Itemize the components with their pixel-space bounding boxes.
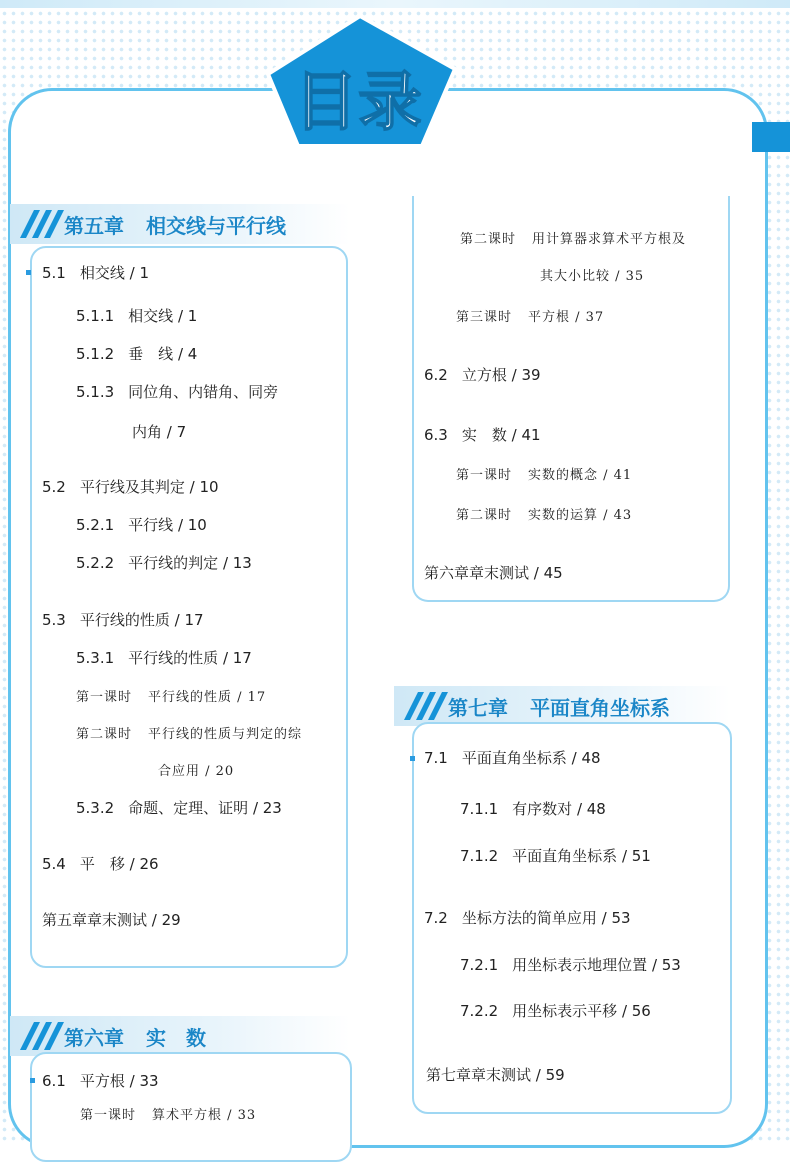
toc-entry-continued[interactable]: 内角 / 7 xyxy=(132,423,187,441)
title-badge xyxy=(250,14,470,154)
chapter5-bullet xyxy=(26,270,31,275)
toc-lesson[interactable]: 第二课时 用计算器求算术平方根及 xyxy=(460,232,687,247)
toc-lesson[interactable]: 第一课时 平行线的性质 / 17 xyxy=(76,690,267,705)
stripes-icon xyxy=(398,690,448,722)
stripes-icon xyxy=(14,1020,64,1052)
toc-entry[interactable]: 5.2.1 平行线 / 10 xyxy=(76,516,207,534)
toc-chapter-test[interactable]: 第六章章末测试 / 45 xyxy=(424,564,563,582)
toc-entry[interactable]: 6.2 立方根 / 39 xyxy=(424,366,541,384)
toc-chapter-test[interactable]: 第五章章末测试 / 29 xyxy=(42,911,181,929)
toc-lesson[interactable]: 第一课时 实数的概念 / 41 xyxy=(456,468,633,483)
chapter6-box-right xyxy=(412,196,730,602)
toc-entry[interactable]: 5.1.2 垂 线 / 4 xyxy=(76,345,198,363)
toc-entry[interactable]: 5.2 平行线及其判定 / 10 xyxy=(42,478,219,496)
stripes-icon xyxy=(14,208,64,240)
page-title: 目录 xyxy=(294,66,422,140)
toc-entry[interactable]: 7.2.2 用坐标表示平移 / 56 xyxy=(460,1002,651,1020)
toc-entry[interactable]: 5.4 平 移 / 26 xyxy=(42,855,159,873)
toc-entry[interactable]: 5.3.2 命题、定理、证明 / 23 xyxy=(76,799,282,817)
chapter6-name: 实 数 xyxy=(146,1025,206,1050)
toc-entry[interactable]: 7.1 平面直角坐标系 / 48 xyxy=(424,749,601,767)
toc-entry[interactable]: 5.3.1 平行线的性质 / 17 xyxy=(76,649,252,667)
toc-entry[interactable]: 5.1 相交线 / 1 xyxy=(42,264,149,282)
toc-entry[interactable]: 5.1.3 同位角、内错角、同旁 xyxy=(76,383,279,401)
toc-entry[interactable]: 7.1.1 有序数对 / 48 xyxy=(460,800,606,818)
toc-entry[interactable]: 7.2 坐标方法的简单应用 / 53 xyxy=(424,909,631,927)
chapter7-header xyxy=(394,686,730,726)
top-band xyxy=(0,0,790,8)
toc-entry[interactable]: 5.3 平行线的性质 / 17 xyxy=(42,611,204,629)
toc-lesson[interactable]: 第二课时 平行线的性质与判定的综 xyxy=(76,727,303,742)
chapter7-number: 第七章 xyxy=(448,695,508,720)
chapter7-bullet xyxy=(410,756,415,761)
toc-entry[interactable]: 5.2.2 平行线的判定 / 13 xyxy=(76,554,252,572)
toc-entry[interactable]: 7.1.2 平面直角坐标系 / 51 xyxy=(460,847,651,865)
toc-entry[interactable]: 5.1.1 相交线 / 1 xyxy=(76,307,198,325)
chapter6-bullet xyxy=(30,1078,35,1083)
chapter5-header xyxy=(10,204,350,244)
side-tab-decoration xyxy=(752,122,790,152)
toc-lesson[interactable]: 第二课时 实数的运算 / 43 xyxy=(456,508,633,523)
chapter6-header xyxy=(10,1016,350,1056)
chapter7-name: 平面直角坐标系 xyxy=(530,695,670,720)
chapter5-number: 第五章 xyxy=(64,213,124,238)
toc-entry[interactable]: 7.2.1 用坐标表示地理位置 / 53 xyxy=(460,956,681,974)
chapter5-name: 相交线与平行线 xyxy=(146,213,286,238)
toc-lesson[interactable]: 第一课时 算术平方根 / 33 xyxy=(80,1108,257,1123)
toc-lesson[interactable]: 第三课时 平方根 / 37 xyxy=(456,310,605,325)
toc-chapter-test[interactable]: 第七章章末测试 / 59 xyxy=(426,1066,565,1084)
toc-entry[interactable]: 6.3 实 数 / 41 xyxy=(424,426,541,444)
toc-lesson-continued[interactable]: 合应用 / 20 xyxy=(158,764,235,779)
toc-entry[interactable]: 6.1 平方根 / 33 xyxy=(42,1072,159,1090)
chapter6-number: 第六章 xyxy=(64,1025,124,1050)
toc-lesson-continued[interactable]: 其大小比较 / 35 xyxy=(540,269,645,284)
